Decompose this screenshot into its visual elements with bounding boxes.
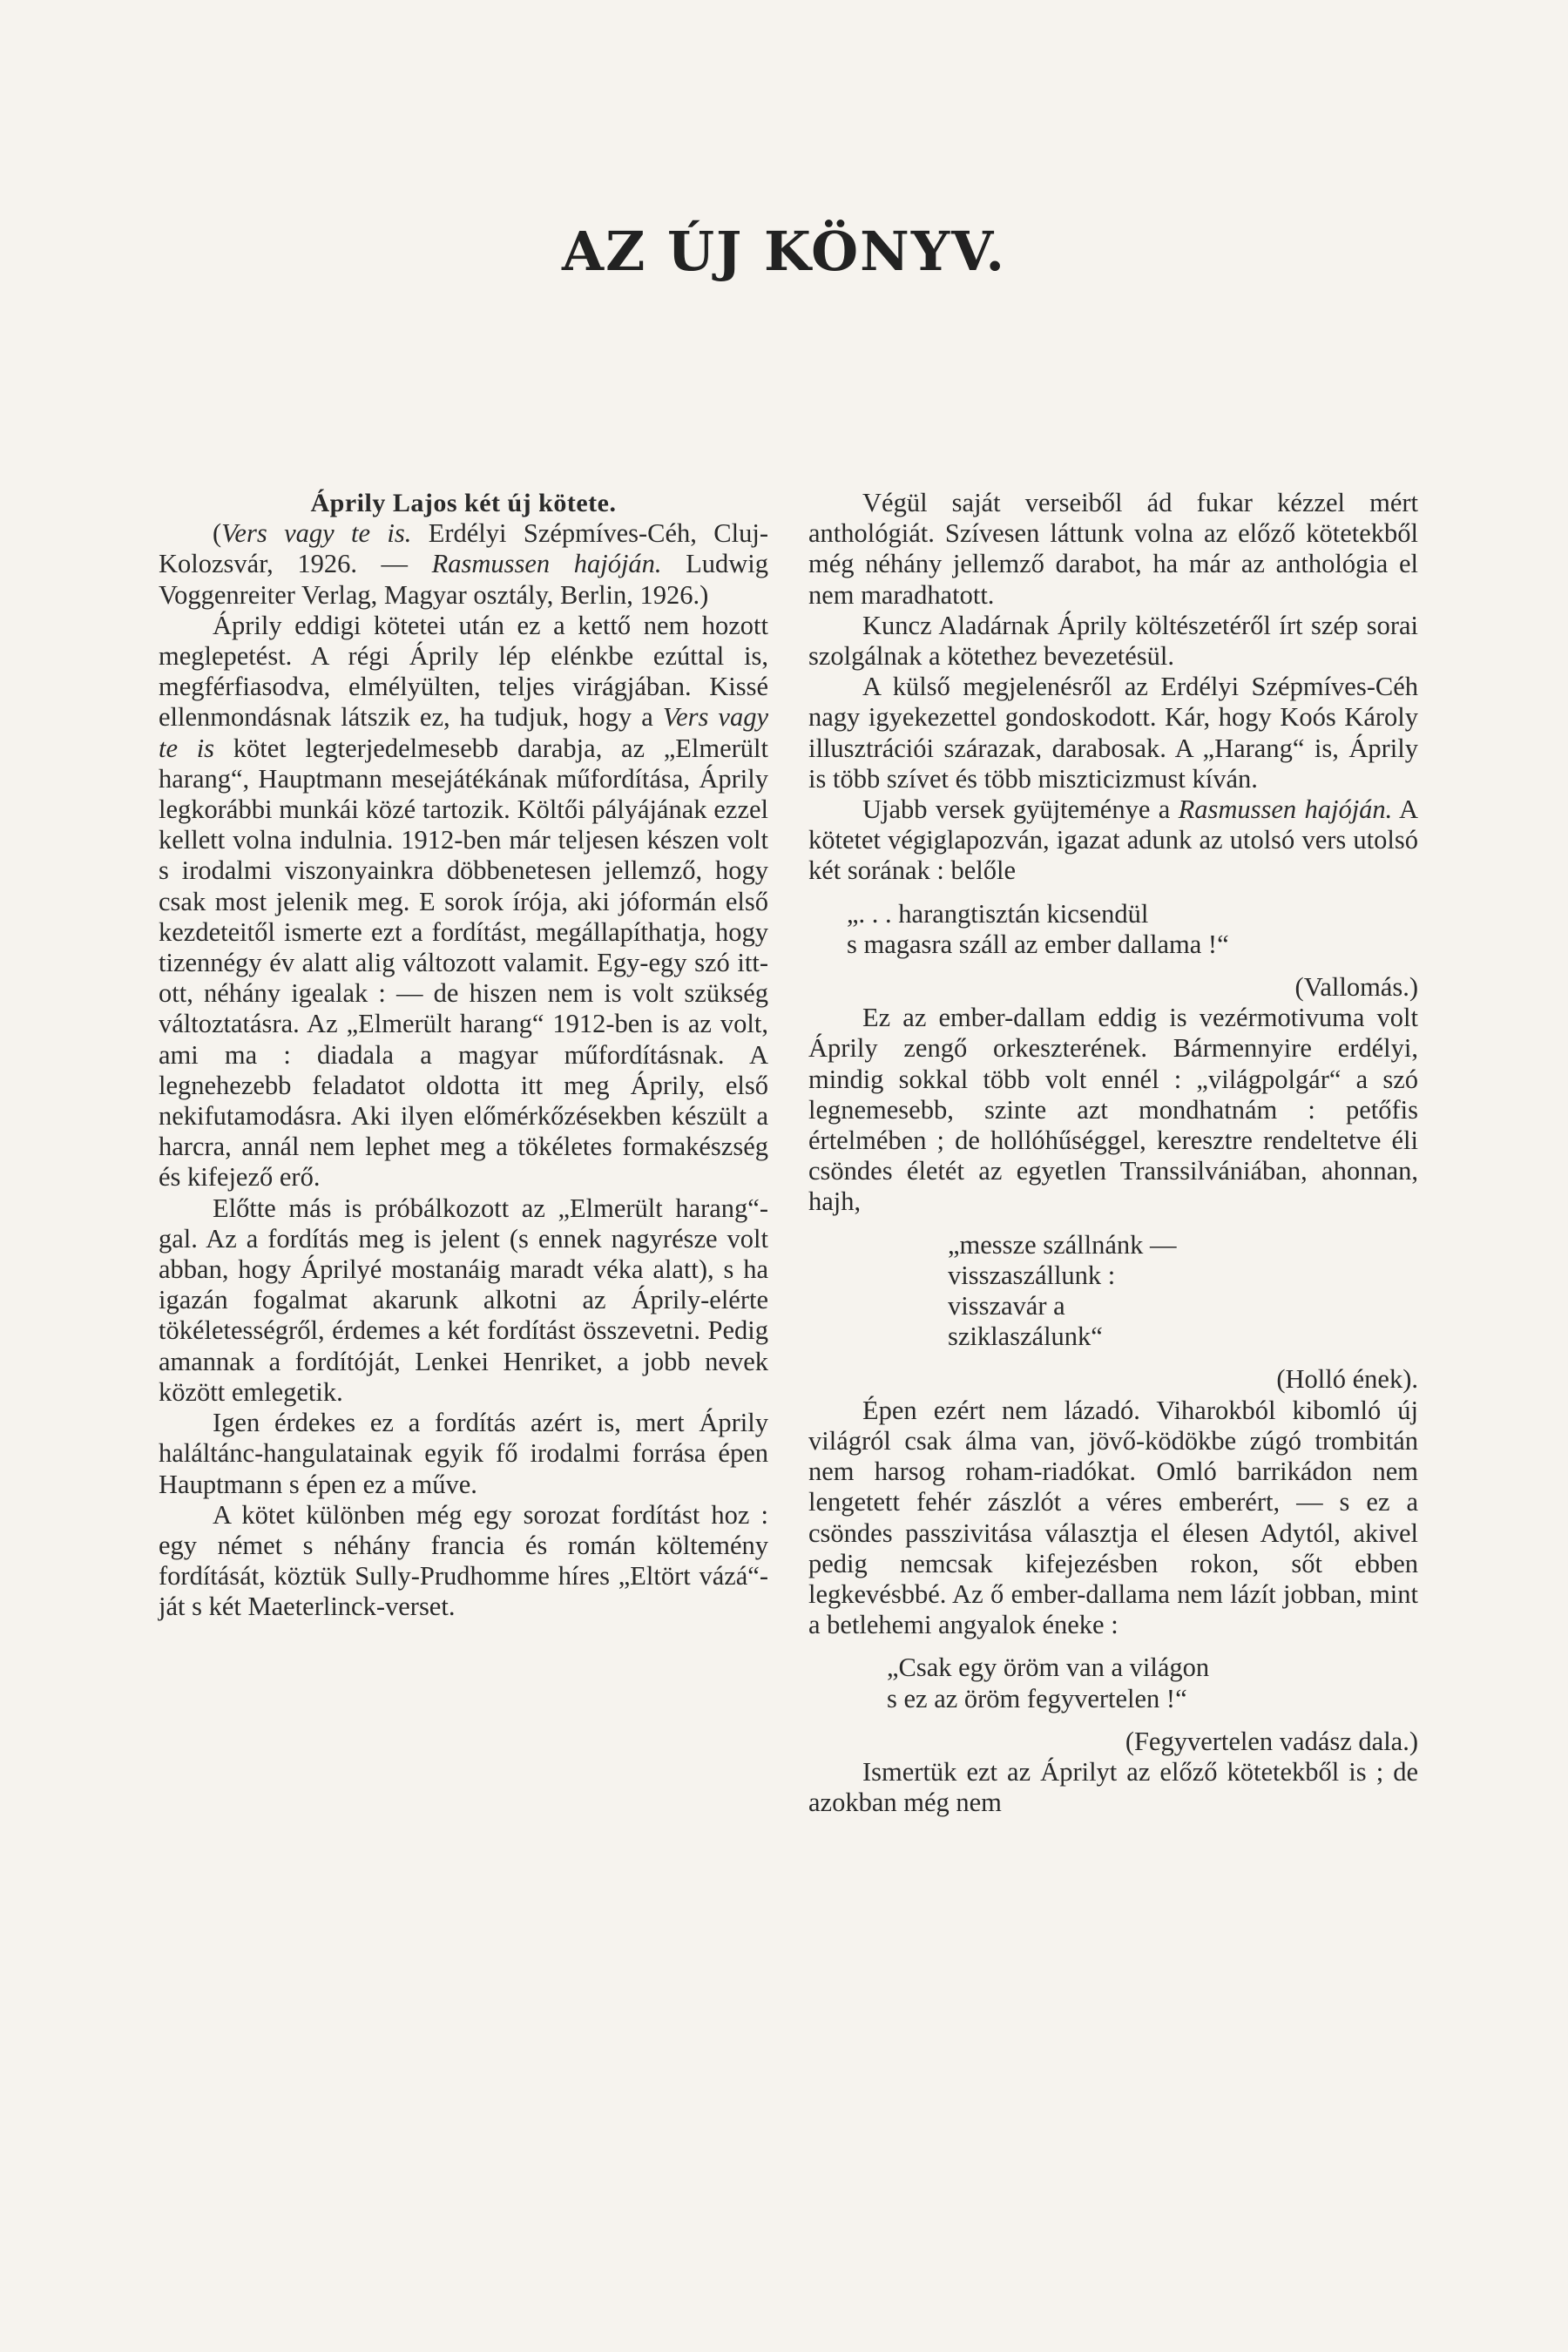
left-column	[159, 488, 768, 1623]
quote-attribution: (Vallomás.)	[1294, 972, 1418, 1003]
paragraph: Előtte más is próbálkozott az „Elmerült harang“-gal. Az a fordítás meg is jelent (s ennek nagyrésze volt abban, hogy Áprilyé mostanáig maradt véka alatt), s ha igazán fogalmat akarunk alkotni az Áprily-elérte tökéletességről, érdemes a két fordítást összevetni. Pedig amannak a fordítóját, Lenkei Henriket, a jobb nevek között emlegetik.	[159, 1193, 768, 1407]
paragraph: Épen ezért nem lázadó. Viharokból kibomló új világról csak álma van, jövő-ködökbe zúgó trombitán nem harsog roham-riadókat. Omló barrikádon nem lengetett fehér zászlót a véres emberért, — s ez a csöndes passzivitása választja el élesen Adytól, akivel pedig nemcsak kifejezésben rokon, sőt ebben legkevésbbé. Az ő ember-dallama nem lázít jobban, mint a betlehemi angyalok éneke :	[808, 1395, 1418, 1640]
paragraph: A külső megjelenésről az Erdélyi Szépmíves-Céh nagy igyekezettel gondoskodott. Kár, hogy Koós Károly illusztrációi szárazak, darabosak. A „Harang“ is, Áprily is több szívet és több miszticizmust kíván.	[808, 672, 1418, 794]
verse-quote: „. . . harangtisztán kicsendül s magasra száll az ember dallama !“	[847, 898, 1229, 959]
paragraph: Igen érdekes ez a fordítás azért is, mert Áprily haláltánc-hangulatainak egyik fő irodalmi forrása épen Hauptmann s épen ez a műve.	[159, 1408, 768, 1499]
quote-attribution: (Holló ének).	[1276, 1364, 1418, 1395]
page-title: AZ ÚJ KÖNYV.	[562, 219, 1006, 283]
quote-attribution: (Fegyvertelen vadász dala.)	[1125, 1726, 1418, 1756]
article-heading: Áprily Lajos két új kötete.	[310, 489, 617, 517]
bibliography: (Vers vagy te is. Erdélyi Szépmíves-Céh, Cluj-Kolozsvár, 1926. — Rasmussen hajóján. Ludwig Voggenreiter Verlag, Magyar osztály, Berlin, 1926.)	[159, 518, 769, 610]
right-column	[808, 488, 1418, 1818]
paragraph: A kötet különben még egy sorozat fordítást hoz : egy német s néhány francia és román költemény fordítását, köztük Sully-Prudhomme híres „Eltört vázá“-ját s két Maeterlinck-verset.	[159, 1499, 768, 1622]
paragraph: Végül saját verseiből ád fukar kézzel mért anthológiát. Szívesen láttunk volna az előző kötetekből még néhány jellemző darabot, ha már az anthológia el nem maradhatott.	[808, 488, 1418, 610]
book-title-2: Rasmussen hajóján.	[431, 549, 662, 579]
paragraph: Ez az ember-dallam eddig is vezérmotivuma volt Áprily zengő orkeszterének. Bármennyire erdélyi, mindig sokkal több volt ennél : „világpolgár“ a szó legnemesebb, szinte azt mondhatnám : petőfis értelmében ; de hollóhűséggel, keresztre rendeltetve éli csöndes életét az egyetlen Transsilvániában, ahonnan, hajh,	[808, 1003, 1418, 1217]
verse-quote: „messze szállnánk — visszaszállunk : visszavár a sziklaszálunk“	[948, 1229, 1177, 1352]
paragraph: Ujabb versek gyüjteménye a Rasmussen hajóján. A kötetet végiglapozván, igazat adunk az utolsó vers utolsó két sorának : belőle	[808, 794, 1418, 886]
paragraph: Ismertük ezt az Áprilyt az előző kötetekből is ; de azokban még nem	[808, 1756, 1418, 1818]
verse-quote: „Csak egy öröm van a világon s ez az öröm fegyvertelen !“	[887, 1652, 1210, 1713]
paragraph: Áprily eddigi kötetei után ez a kettő nem hozott meglepetést. A régi Áprily lép elénkbe ezúttal is, megférfiasodva, elmélyülten, teljes virágjában. Kissé ellenmondásnak látszik ez, ha tudjuk, hogy a Vers vagy te is kötet legterjedelmesebb darabja, az „Elmerült harang“, Hauptmann mesejátékának műfordítása, Áprily legkorábbi munkái közé tartozik. Költői pályájának ezzel kellett volna indulnia. 1912-ben már teljesen készen volt s irodalmi viszonyainkra döbbenetesen jellemző, hogy csak most jelenik meg. E sorok írója, aki jóformán első kezdeteitől ismerte ezt a fordítást, megállapíthatja, hogy tizennégy év alatt alig változott valamit. Egy-egy szó itt-ott, néhány igealak : — de hiszen nem is volt szükség változtatásra. Az „Elmerült harang“ 1912-ben is az volt, ami ma : diadala a magyar műfordításnak. A legnehezebb feladatot oldotta itt meg Áprily, első nekifutamodásra. Aki ilyen előmérkőzésekben készült a harcra, annál nem lephet meg a tökéletes formakészség és kifejező erő.	[159, 610, 769, 1193]
paragraph: Kuncz Aladárnak Áprily költészetéről írt szép sorai szolgálnak a kötethez bevezetésül.	[808, 610, 1418, 672]
book-title-1: Vers vagy te is.	[221, 518, 412, 549]
